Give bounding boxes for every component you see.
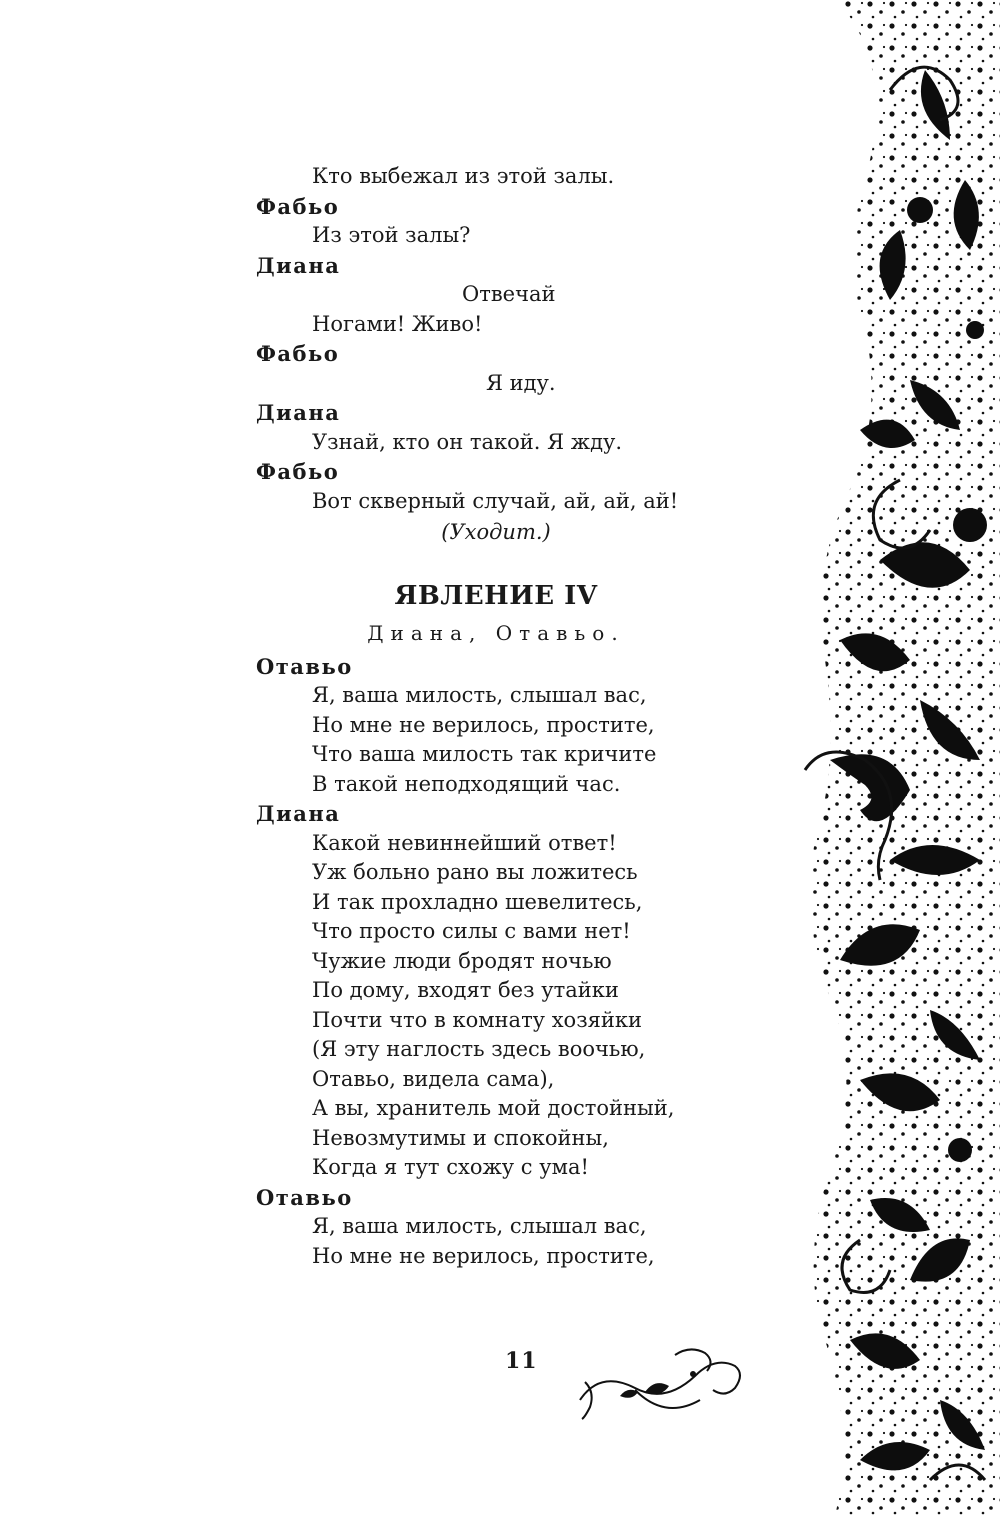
verse-line: Ногами! Живо! (312, 311, 483, 336)
verse-line: Почти что в комнату хозяйки (312, 1007, 643, 1032)
verse-line: И так прохладно шевелитесь, (312, 889, 643, 914)
verse-line: Вот скверный случай, ай, ай, ай! (312, 488, 679, 513)
stage-direction: (Уходит.) (441, 520, 551, 544)
verse-line: Но мне не верилось, простите, (312, 712, 655, 737)
verse-line: А вы, хранитель мой достойный, (312, 1096, 675, 1120)
verse-line: Уж больно рано вы ложитесь (312, 860, 638, 884)
verse-line: Узнай, кто он такой. Я жду. (312, 429, 623, 454)
speaker-name: Диана (256, 400, 341, 425)
verse-line: Чужие люди бродят ночью (312, 948, 612, 973)
speaker-name: Фабьо (256, 341, 340, 366)
speaker-name: Фабьо (256, 459, 340, 484)
verse-line: Невозмутимы и спокойны, (312, 1125, 609, 1150)
verse-line: Отавьо, видела сама), (312, 1066, 555, 1091)
page-number: 11 (505, 1348, 538, 1374)
dialogue-scene-iv (256, 652, 776, 1272)
dialogue-before-scene (256, 162, 776, 548)
verse-line: Какой невиннейший ответ! (312, 830, 617, 855)
scene-characters: Диана, Отавьо. (367, 620, 625, 645)
speaker-name: Отавьо (256, 1184, 353, 1210)
verse-line: Я, ваша милость, слышал вас, (312, 683, 647, 707)
speaker-name: Диана (256, 252, 341, 278)
verse-line: Из этой залы? (312, 223, 471, 247)
verse-line: Когда я тут схожу с ума! (312, 1155, 589, 1179)
verse-line: (Я эту наглость здесь воочью, (312, 1037, 646, 1061)
speaker-name: Отавьо (256, 653, 353, 679)
speaker-name: Фабьо (256, 193, 340, 219)
speaker-name: Диана (256, 801, 341, 826)
verse-line: Отвечай (462, 282, 556, 306)
verse-line: Что просто силы с вами нет! (312, 919, 631, 943)
verse-line: Я иду. (486, 370, 556, 395)
verse-line: Я, ваша милость, слышал вас, (312, 1214, 647, 1238)
play-text (256, 162, 776, 1271)
verse-line: В такой неподходящий час. (312, 771, 621, 796)
flourish-ornament-icon (575, 1340, 745, 1430)
verse-line: Но мне не верилось, простите, (312, 1243, 655, 1268)
scene-title: ЯВЛЕНИЕ IV (394, 580, 598, 611)
floral-ornament-icon (800, 0, 1000, 1516)
verse-line: По дому, входят без утайки (312, 978, 619, 1002)
verse-line: Кто выбежал из этой залы. (312, 164, 615, 188)
verse-line: Что ваша милость так кричите (312, 742, 657, 766)
